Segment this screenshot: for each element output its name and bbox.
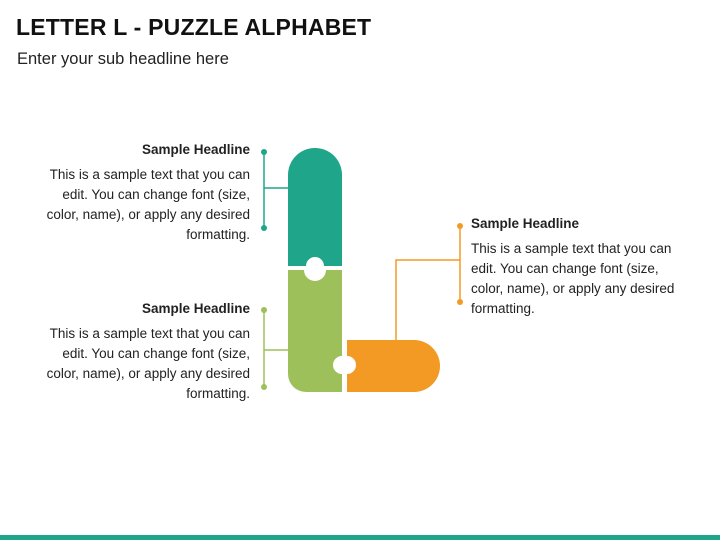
footer-bar: [0, 535, 720, 540]
text-block-right: [471, 214, 681, 319]
puzzle-piece-right: [347, 340, 440, 392]
headline: Sample Headline: [471, 216, 580, 231]
connector-top: [261, 149, 288, 231]
body-text: This is a sample text that you can edit. You can change font (size, color, name), or apply any desired formatting.: [46, 326, 250, 401]
connector-bottom: [261, 307, 288, 390]
connector-right: [396, 223, 463, 340]
body-text: This is a sample text that you can edit. You can change font (size, color, name), or apply any desired formatting.: [46, 167, 250, 242]
puzzle-piece-bottom: [288, 270, 342, 392]
headline: Sample Headline: [141, 142, 250, 157]
puzzle-piece-top: [288, 148, 342, 266]
headline: Sample Headline: [141, 301, 250, 316]
page-title: LETTER L - PUZZLE ALPHABET: [16, 14, 372, 40]
page-subtitle: Enter your sub headline here: [17, 50, 229, 68]
body-text: This is a sample text that you can edit. You can change font (size, color, name), or apply any desired formatting.: [471, 241, 675, 316]
text-block-top-left: [45, 140, 250, 245]
text-block-bottom-left: [45, 299, 250, 404]
